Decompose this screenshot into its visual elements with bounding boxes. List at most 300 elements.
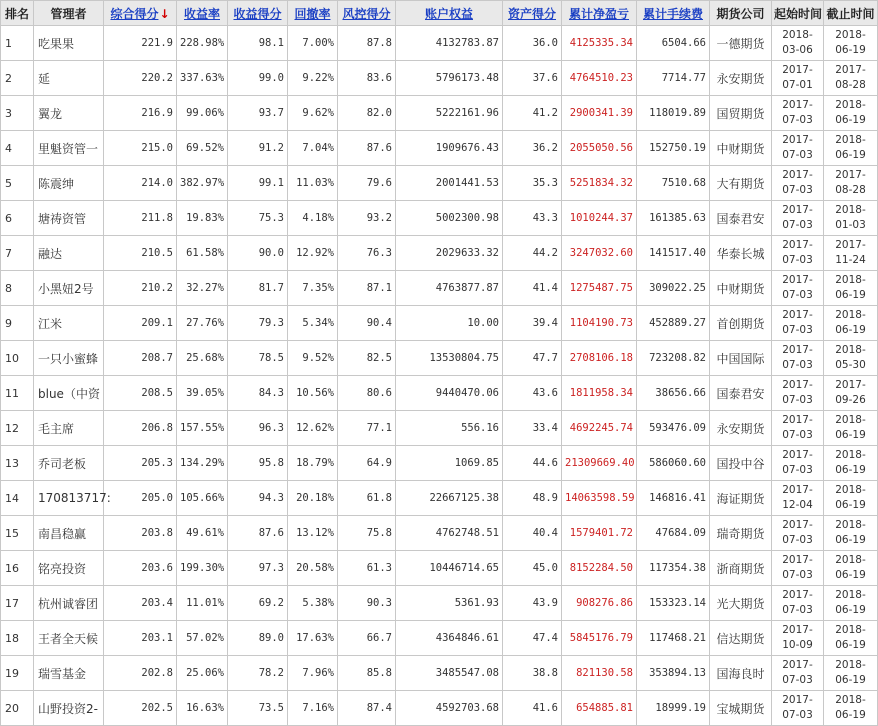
cell-rank: 19 — [1, 656, 34, 691]
cell-start-date: 2017-07-03 — [772, 201, 824, 236]
table-row — [1, 446, 878, 481]
cell-end-date: 2018-06-19 — [824, 691, 878, 726]
cell-net-profit: 2708106.18 — [562, 341, 637, 376]
cell-manager-link[interactable]: 吃果果 — [34, 26, 104, 61]
cell-manager-link[interactable]: 王者全天候 — [34, 621, 104, 656]
cell-start-date: 2017-07-03 — [772, 656, 824, 691]
header-asset-score[interactable]: 资产得分 — [503, 1, 562, 26]
cell-net-profit: 821130.58 — [562, 656, 637, 691]
cell-return-rate: 25.68% — [177, 341, 228, 376]
cell-manager-link[interactable]: 翼龙 — [34, 96, 104, 131]
cell-equity: 9440470.06 — [396, 376, 503, 411]
cell-asset-score: 41.4 — [503, 271, 562, 306]
cell-equity: 5002300.98 — [396, 201, 503, 236]
cell-return-score: 96.3 — [228, 411, 288, 446]
cell-manager-link[interactable]: 里魁资管一 — [34, 131, 104, 166]
cell-start-date: 2017-12-04 — [772, 481, 824, 516]
cell-fees: 117468.21 — [637, 621, 710, 656]
cell-net-profit: 3247032.60 — [562, 236, 637, 271]
cell-drawdown: 7.16% — [288, 691, 338, 726]
cell-equity: 10446714.65 — [396, 551, 503, 586]
cell-return-score: 95.8 — [228, 446, 288, 481]
cell-futures-company: 一德期货 — [710, 26, 772, 61]
cell-end-date: 2018-06-19 — [824, 551, 878, 586]
cell-return-rate: 61.58% — [177, 236, 228, 271]
cell-composite-score: 210.2 — [104, 271, 177, 306]
cell-drawdown: 7.96% — [288, 656, 338, 691]
cell-composite-score: 221.9 — [104, 26, 177, 61]
cell-start-date: 2017-07-01 — [772, 61, 824, 96]
cell-risk-score: 64.9 — [338, 446, 396, 481]
cell-manager-link[interactable]: 塘祷资管 — [34, 201, 104, 236]
cell-return-rate: 25.06% — [177, 656, 228, 691]
cell-asset-score: 41.2 — [503, 96, 562, 131]
header-equity[interactable]: 账户权益 — [396, 1, 503, 26]
cell-end-date: 2018-06-19 — [824, 446, 878, 481]
cell-net-profit: 2055050.56 — [562, 131, 637, 166]
cell-rank: 6 — [1, 201, 34, 236]
cell-fees: 309022.25 — [637, 271, 710, 306]
cell-futures-company: 瑞奇期货 — [710, 516, 772, 551]
cell-return-rate: 157.55% — [177, 411, 228, 446]
cell-equity: 4762748.51 — [396, 516, 503, 551]
cell-drawdown: 18.79% — [288, 446, 338, 481]
cell-equity: 5361.93 — [396, 586, 503, 621]
cell-composite-score: 202.8 — [104, 656, 177, 691]
cell-equity: 556.16 — [396, 411, 503, 446]
cell-asset-score: 33.4 — [503, 411, 562, 446]
cell-return-rate: 39.05% — [177, 376, 228, 411]
cell-risk-score: 80.6 — [338, 376, 396, 411]
cell-return-rate: 49.61% — [177, 516, 228, 551]
table-body — [1, 26, 878, 726]
table-row — [1, 131, 878, 166]
cell-equity: 2001441.53 — [396, 166, 503, 201]
cell-asset-score: 38.8 — [503, 656, 562, 691]
cell-asset-score: 35.3 — [503, 166, 562, 201]
cell-fees: 146816.41 — [637, 481, 710, 516]
table-row — [1, 516, 878, 551]
cell-manager-link[interactable]: 山野投资2- — [34, 691, 104, 726]
cell-risk-score: 76.3 — [338, 236, 396, 271]
cell-futures-company: 国贸期货 — [710, 96, 772, 131]
cell-manager-link[interactable]: 杭州诚睿团 — [34, 586, 104, 621]
cell-start-date: 2017-07-03 — [772, 551, 824, 586]
cell-asset-score: 43.6 — [503, 376, 562, 411]
cell-fees: 153323.14 — [637, 586, 710, 621]
table-row — [1, 411, 878, 446]
cell-manager-link[interactable]: 一只小蜜蜂 — [34, 341, 104, 376]
cell-drawdown: 9.52% — [288, 341, 338, 376]
cell-rank: 15 — [1, 516, 34, 551]
cell-fees: 723208.82 — [637, 341, 710, 376]
cell-equity: 5222161.96 — [396, 96, 503, 131]
cell-composite-score: 203.1 — [104, 621, 177, 656]
cell-futures-company: 信达期货 — [710, 621, 772, 656]
cell-asset-score: 47.4 — [503, 621, 562, 656]
cell-net-profit: 1811958.34 — [562, 376, 637, 411]
cell-return-rate: 105.66% — [177, 481, 228, 516]
cell-futures-company: 首创期货 — [710, 306, 772, 341]
cell-manager-link[interactable]: 毛主席 — [34, 411, 104, 446]
cell-return-rate: 16.63% — [177, 691, 228, 726]
cell-return-rate: 199.30% — [177, 551, 228, 586]
cell-rank: 11 — [1, 376, 34, 411]
cell-return-score: 78.5 — [228, 341, 288, 376]
cell-futures-company: 中国国际 — [710, 341, 772, 376]
cell-futures-company: 国海良时 — [710, 656, 772, 691]
table-header-row — [1, 1, 878, 26]
cell-start-date: 2017-07-03 — [772, 236, 824, 271]
cell-fees: 6504.66 — [637, 26, 710, 61]
cell-asset-score: 40.4 — [503, 516, 562, 551]
cell-end-date: 2018-06-19 — [824, 481, 878, 516]
cell-fees: 117354.38 — [637, 551, 710, 586]
cell-equity: 1909676.43 — [396, 131, 503, 166]
cell-rank: 3 — [1, 96, 34, 131]
sort-down-arrow-icon: ↓ — [159, 6, 170, 21]
cell-drawdown: 12.92% — [288, 236, 338, 271]
header-end-date: 截止时间 — [824, 1, 878, 26]
cell-fees: 586060.60 — [637, 446, 710, 481]
cell-rank: 18 — [1, 621, 34, 656]
header-drawdown[interactable]: 回撤率 — [288, 1, 338, 26]
cell-drawdown: 7.35% — [288, 271, 338, 306]
cell-net-profit: 1579401.72 — [562, 516, 637, 551]
cell-start-date: 2018-03-06 — [772, 26, 824, 61]
header-composite-label: 综合得分 — [110, 6, 159, 21]
cell-risk-score: 61.3 — [338, 551, 396, 586]
cell-risk-score: 87.1 — [338, 271, 396, 306]
cell-composite-score: 215.0 — [104, 131, 177, 166]
cell-equity: 4364846.61 — [396, 621, 503, 656]
cell-drawdown: 20.18% — [288, 481, 338, 516]
cell-risk-score: 87.6 — [338, 131, 396, 166]
cell-drawdown: 4.18% — [288, 201, 338, 236]
cell-return-rate: 382.97% — [177, 166, 228, 201]
cell-net-profit: 908276.86 — [562, 586, 637, 621]
table-row — [1, 96, 878, 131]
table-row — [1, 166, 878, 201]
cell-return-score: 73.5 — [228, 691, 288, 726]
cell-end-date: 2017-08-28 — [824, 166, 878, 201]
cell-start-date: 2017-07-03 — [772, 411, 824, 446]
cell-return-score: 99.0 — [228, 61, 288, 96]
cell-composite-score: 214.0 — [104, 166, 177, 201]
cell-equity: 2029633.32 — [396, 236, 503, 271]
table-row — [1, 306, 878, 341]
cell-composite-score: 210.5 — [104, 236, 177, 271]
cell-end-date: 2018-06-19 — [824, 96, 878, 131]
cell-drawdown: 11.03% — [288, 166, 338, 201]
cell-manager-link[interactable]: 170813717: — [34, 481, 104, 516]
cell-futures-company: 国泰君安 — [710, 201, 772, 236]
header-fees[interactable]: 累计手续费 — [637, 1, 710, 26]
cell-fees: 161385.63 — [637, 201, 710, 236]
cell-drawdown: 20.58% — [288, 551, 338, 586]
header-futures-company: 期货公司 — [710, 1, 772, 26]
cell-equity: 1069.85 — [396, 446, 503, 481]
cell-risk-score: 87.8 — [338, 26, 396, 61]
cell-rank: 1 — [1, 26, 34, 61]
cell-fees: 47684.09 — [637, 516, 710, 551]
cell-return-rate: 57.02% — [177, 621, 228, 656]
cell-drawdown: 12.62% — [288, 411, 338, 446]
cell-end-date: 2018-06-19 — [824, 306, 878, 341]
cell-risk-score: 90.3 — [338, 586, 396, 621]
cell-risk-score: 85.8 — [338, 656, 396, 691]
cell-rank: 2 — [1, 61, 34, 96]
cell-end-date: 2018-06-19 — [824, 26, 878, 61]
cell-end-date: 2018-06-19 — [824, 271, 878, 306]
cell-asset-score: 36.0 — [503, 26, 562, 61]
cell-composite-score: 203.4 — [104, 586, 177, 621]
cell-net-profit: 1104190.73 — [562, 306, 637, 341]
cell-end-date: 2017-09-26 — [824, 376, 878, 411]
cell-futures-company: 浙商期货 — [710, 551, 772, 586]
cell-equity: 4132783.87 — [396, 26, 503, 61]
cell-manager-link[interactable]: 南昌稳赢 — [34, 516, 104, 551]
cell-return-rate: 69.52% — [177, 131, 228, 166]
cell-drawdown: 7.00% — [288, 26, 338, 61]
cell-futures-company: 国泰君安 — [710, 376, 772, 411]
cell-start-date: 2017-10-09 — [772, 621, 824, 656]
cell-net-profit: 4692245.74 — [562, 411, 637, 446]
cell-asset-score: 47.7 — [503, 341, 562, 376]
cell-return-score: 81.7 — [228, 271, 288, 306]
cell-end-date: 2018-05-30 — [824, 341, 878, 376]
cell-fees: 353894.13 — [637, 656, 710, 691]
cell-equity: 4763877.87 — [396, 271, 503, 306]
cell-net-profit: 8152284.50 — [562, 551, 637, 586]
cell-asset-score: 43.9 — [503, 586, 562, 621]
cell-composite-score: 208.5 — [104, 376, 177, 411]
cell-asset-score: 43.3 — [503, 201, 562, 236]
header-rank: 排名 — [1, 1, 34, 26]
cell-manager-link[interactable]: 陈震绅 — [34, 166, 104, 201]
cell-return-score: 75.3 — [228, 201, 288, 236]
cell-risk-score: 61.8 — [338, 481, 396, 516]
cell-composite-score: 216.9 — [104, 96, 177, 131]
cell-return-rate: 27.76% — [177, 306, 228, 341]
cell-return-score: 93.7 — [228, 96, 288, 131]
cell-fees: 152750.19 — [637, 131, 710, 166]
cell-net-profit: 4764510.23 — [562, 61, 637, 96]
cell-rank: 14 — [1, 481, 34, 516]
cell-composite-score: 203.6 — [104, 551, 177, 586]
cell-fees: 141517.40 — [637, 236, 710, 271]
cell-rank: 10 — [1, 341, 34, 376]
cell-return-score: 98.1 — [228, 26, 288, 61]
cell-composite-score: 220.2 — [104, 61, 177, 96]
table-row — [1, 656, 878, 691]
cell-start-date: 2017-07-03 — [772, 306, 824, 341]
cell-manager-link[interactable]: 乔司老板 — [34, 446, 104, 481]
cell-fees: 38656.66 — [637, 376, 710, 411]
cell-return-rate: 337.63% — [177, 61, 228, 96]
cell-asset-score: 41.6 — [503, 691, 562, 726]
cell-return-score: 91.2 — [228, 131, 288, 166]
cell-rank: 8 — [1, 271, 34, 306]
cell-futures-company: 光大期货 — [710, 586, 772, 621]
cell-equity: 10.00 — [396, 306, 503, 341]
cell-fees: 18999.19 — [637, 691, 710, 726]
cell-net-profit: 1010244.37 — [562, 201, 637, 236]
table-row — [1, 26, 878, 61]
cell-futures-company: 永安期货 — [710, 411, 772, 446]
cell-rank: 17 — [1, 586, 34, 621]
table-row — [1, 201, 878, 236]
cell-rank: 13 — [1, 446, 34, 481]
cell-start-date: 2017-07-03 — [772, 691, 824, 726]
cell-net-profit: 2900341.39 — [562, 96, 637, 131]
header-net-profit[interactable]: 累计净盈亏 — [562, 1, 637, 26]
cell-start-date: 2017-07-03 — [772, 516, 824, 551]
cell-risk-score: 75.8 — [338, 516, 396, 551]
header-manager: 管理者 — [34, 1, 104, 26]
cell-manager-link[interactable]: 延 — [34, 61, 104, 96]
cell-equity: 4592703.68 — [396, 691, 503, 726]
header-return-score[interactable]: 收益得分 — [228, 1, 288, 26]
cell-manager-link[interactable]: 江米 — [34, 306, 104, 341]
cell-fees: 7510.68 — [637, 166, 710, 201]
cell-asset-score: 44.6 — [503, 446, 562, 481]
cell-end-date: 2017-11-24 — [824, 236, 878, 271]
cell-return-score: 99.1 — [228, 166, 288, 201]
cell-rank: 16 — [1, 551, 34, 586]
cell-asset-score: 36.2 — [503, 131, 562, 166]
cell-rank: 20 — [1, 691, 34, 726]
cell-net-profit: 5845176.79 — [562, 621, 637, 656]
cell-fees: 7714.77 — [637, 61, 710, 96]
table-row — [1, 376, 878, 411]
cell-start-date: 2017-07-03 — [772, 446, 824, 481]
cell-risk-score: 79.6 — [338, 166, 396, 201]
cell-net-profit: 21309669.40 — [562, 446, 637, 481]
cell-composite-score: 202.5 — [104, 691, 177, 726]
cell-futures-company: 大有期货 — [710, 166, 772, 201]
cell-manager-link[interactable]: 铭亮投资 — [34, 551, 104, 586]
cell-risk-score: 82.5 — [338, 341, 396, 376]
cell-futures-company: 华泰长城 — [710, 236, 772, 271]
table-row — [1, 271, 878, 306]
header-composite-score[interactable] — [104, 1, 177, 26]
cell-return-rate: 134.29% — [177, 446, 228, 481]
cell-manager-link[interactable]: 融达 — [34, 236, 104, 271]
header-return-rate[interactable]: 收益率 — [177, 1, 228, 26]
cell-drawdown: 17.63% — [288, 621, 338, 656]
table-row — [1, 551, 878, 586]
cell-net-profit: 4125335.34 — [562, 26, 637, 61]
header-risk-score[interactable]: 风控得分 — [338, 1, 396, 26]
cell-risk-score: 93.2 — [338, 201, 396, 236]
cell-composite-score: 206.8 — [104, 411, 177, 446]
cell-rank: 7 — [1, 236, 34, 271]
cell-end-date: 2017-08-28 — [824, 61, 878, 96]
cell-return-score: 79.3 — [228, 306, 288, 341]
cell-drawdown: 7.04% — [288, 131, 338, 166]
cell-return-rate: 32.27% — [177, 271, 228, 306]
table-row — [1, 61, 878, 96]
cell-asset-score: 37.6 — [503, 61, 562, 96]
cell-rank: 9 — [1, 306, 34, 341]
cell-composite-score: 208.7 — [104, 341, 177, 376]
cell-start-date: 2017-07-03 — [772, 131, 824, 166]
cell-end-date: 2018-06-19 — [824, 586, 878, 621]
cell-manager-link[interactable]: 小黑妞2号 — [34, 271, 104, 306]
cell-end-date: 2018-01-03 — [824, 201, 878, 236]
cell-drawdown: 5.38% — [288, 586, 338, 621]
cell-composite-score: 209.1 — [104, 306, 177, 341]
cell-start-date: 2017-07-03 — [772, 96, 824, 131]
cell-equity: 5796173.48 — [396, 61, 503, 96]
cell-net-profit: 14063598.59 — [562, 481, 637, 516]
cell-fees: 118019.89 — [637, 96, 710, 131]
cell-risk-score: 83.6 — [338, 61, 396, 96]
cell-asset-score: 44.2 — [503, 236, 562, 271]
cell-composite-score: 205.0 — [104, 481, 177, 516]
cell-equity: 22667125.38 — [396, 481, 503, 516]
cell-start-date: 2017-07-03 — [772, 376, 824, 411]
cell-manager-link[interactable]: blue（中资 — [34, 376, 104, 411]
cell-drawdown: 9.62% — [288, 96, 338, 131]
cell-risk-score: 66.7 — [338, 621, 396, 656]
table-row — [1, 621, 878, 656]
cell-manager-link[interactable]: 瑞雪基金 — [34, 656, 104, 691]
cell-net-profit: 5251834.32 — [562, 166, 637, 201]
cell-start-date: 2017-07-03 — [772, 166, 824, 201]
cell-futures-company: 海证期货 — [710, 481, 772, 516]
cell-risk-score: 87.4 — [338, 691, 396, 726]
cell-return-rate: 11.01% — [177, 586, 228, 621]
table-row — [1, 691, 878, 726]
cell-fees: 593476.09 — [637, 411, 710, 446]
table-row — [1, 586, 878, 621]
cell-futures-company: 国投中谷 — [710, 446, 772, 481]
cell-end-date: 2018-06-19 — [824, 621, 878, 656]
cell-risk-score: 77.1 — [338, 411, 396, 446]
cell-start-date: 2017-07-03 — [772, 271, 824, 306]
cell-equity: 13530804.75 — [396, 341, 503, 376]
cell-risk-score: 82.0 — [338, 96, 396, 131]
cell-net-profit: 654885.81 — [562, 691, 637, 726]
cell-return-rate: 99.06% — [177, 96, 228, 131]
cell-fees: 452889.27 — [637, 306, 710, 341]
cell-return-score: 94.3 — [228, 481, 288, 516]
cell-equity: 3485547.08 — [396, 656, 503, 691]
cell-rank: 4 — [1, 131, 34, 166]
cell-rank: 5 — [1, 166, 34, 201]
cell-composite-score: 205.3 — [104, 446, 177, 481]
cell-return-score: 89.0 — [228, 621, 288, 656]
table-row — [1, 236, 878, 271]
cell-end-date: 2018-06-19 — [824, 411, 878, 446]
cell-asset-score: 45.0 — [503, 551, 562, 586]
cell-rank: 12 — [1, 411, 34, 446]
cell-end-date: 2018-06-19 — [824, 131, 878, 166]
cell-return-score: 84.3 — [228, 376, 288, 411]
cell-drawdown: 10.56% — [288, 376, 338, 411]
cell-return-score: 78.2 — [228, 656, 288, 691]
cell-start-date: 2017-07-03 — [772, 341, 824, 376]
cell-futures-company: 中财期货 — [710, 131, 772, 166]
cell-return-score: 90.0 — [228, 236, 288, 271]
cell-net-profit: 1275487.75 — [562, 271, 637, 306]
cell-return-rate: 228.98% — [177, 26, 228, 61]
cell-futures-company: 永安期货 — [710, 61, 772, 96]
cell-return-score: 69.2 — [228, 586, 288, 621]
cell-futures-company: 宝城期货 — [710, 691, 772, 726]
